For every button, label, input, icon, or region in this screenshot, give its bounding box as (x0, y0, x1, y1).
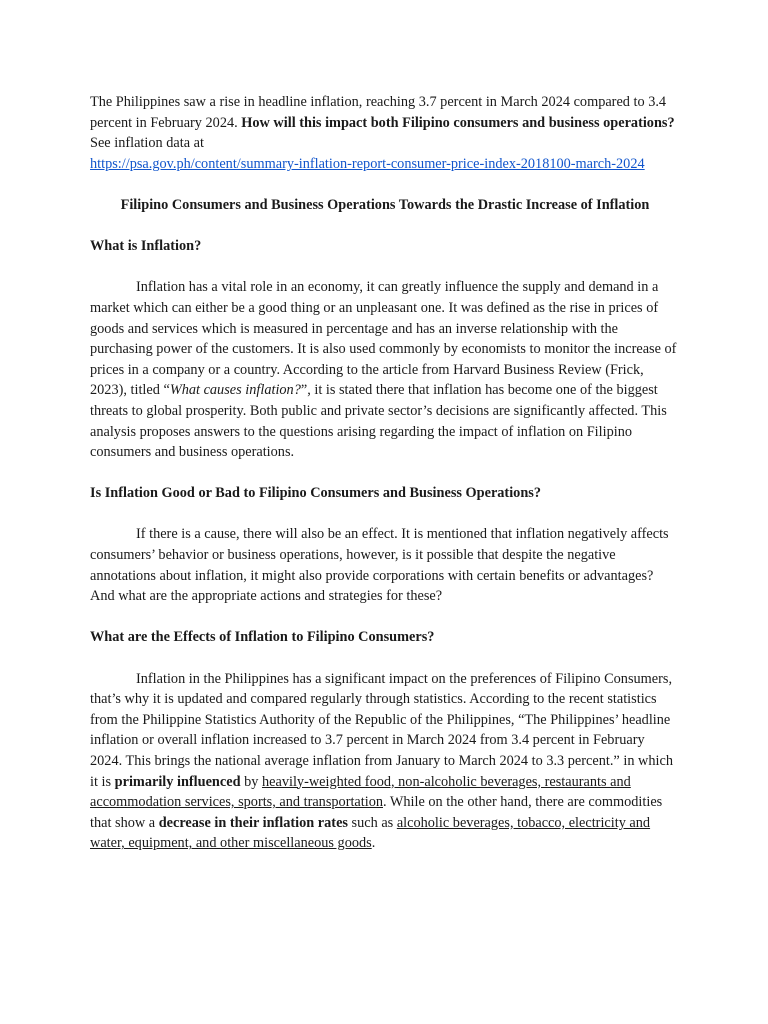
article-title: What causes inflation? (169, 382, 301, 399)
intro-text: The Philippines saw a rise in headline inflation, reaching 3.7 percent in March 2024 compared to 3.4 percent in February 2024. (90, 94, 667, 131)
paragraph-good-or-bad: If there is a cause, there will also be an effect. It is mentioned that inflation negatively affects consumers’ behavior or business operations, however, is it possible that despite the negative annotations about inflation, it might also provide corporations with certain benefits or advantages? And what are the appropriate actions and strategies for these? (90, 526, 669, 605)
heading-effects: What are the Effects of Inflation to Filipino Consumers? (90, 629, 435, 646)
document-title: Filipino Consumers and Business Operations Towards the Drastic Increase of Inflation (120, 196, 650, 213)
intro-see-data: See inflation data at (90, 135, 204, 152)
intro-question: How will this impact both Filipino consumers and business operations? (241, 114, 675, 131)
bold-primarily-influenced: primarily influenced (114, 773, 241, 790)
underlined-decreasing-items: alcoholic beverages, tobacco, electricity and water, equipment, and other miscellaneous goods (90, 814, 651, 852)
paragraph-what-is-inflation: Inflation has a vital role in an economy, it can greatly influence the supply and demand in a market which can either be a good thing or an unpleasant one. It was defined as the rise in prices of goods and services which is measured in percentage and has an inverse relationship with the purchasing power of the customers. It is also used commonly by economists to monitor the increase of prices in a company or a country. According to the article from Harvard Business Review (Frick, 2023), titled “What causes inflation?”, it is stated there that inflation has become one of the biggest threats to global prosperity. Both public and private sector’s decisions are significantly affected. This analysis proposes answers to the questions arising regarding the impact of inflation on Filipino consumers and business operations. (90, 279, 677, 461)
psa-inflation-link[interactable]: https://psa.gov.ph/content/summary-inflation-report-consumer-price-index-2018100-march-2024 (90, 155, 645, 172)
heading-good-or-bad: Is Inflation Good or Bad to Filipino Consumers and Business Operations? (90, 485, 541, 502)
paragraph-effects: Inflation in the Philippines has a significant impact on the preferences of Filipino Consumers, that’s why it is updated and compared regularly through statistics. According to the recent statistics from the Philippine Statistics Authority of the Republic of the Philippines, “The Philippines’ headline inflation or overall inflation increased to 3.7 percent in March 2024 from 3.4 percent in February 2024. This brings the national average inflation from January to March 2024 to 3.3 percent.” in which it is primarily influenced by heavily-weighted food, non-alcoholic beverages, restaurants and accommodation services, sports, and transportation. While on the other hand, there are commodities that show a decrease in their inflation rates such as alcoholic beverages, tobacco, electricity and water, equipment, and other miscellaneous goods. (90, 670, 673, 852)
intro-paragraph (90, 92, 680, 174)
underlined-increasing-items: heavily-weighted food, non-alcoholic beverages, restaurants and accommodation services, sports, and transportation (90, 773, 631, 811)
document-body (90, 92, 680, 854)
heading-what-is-inflation: What is Inflation? (90, 238, 202, 255)
bold-decrease-rates: decrease in their inflation rates (158, 814, 348, 831)
